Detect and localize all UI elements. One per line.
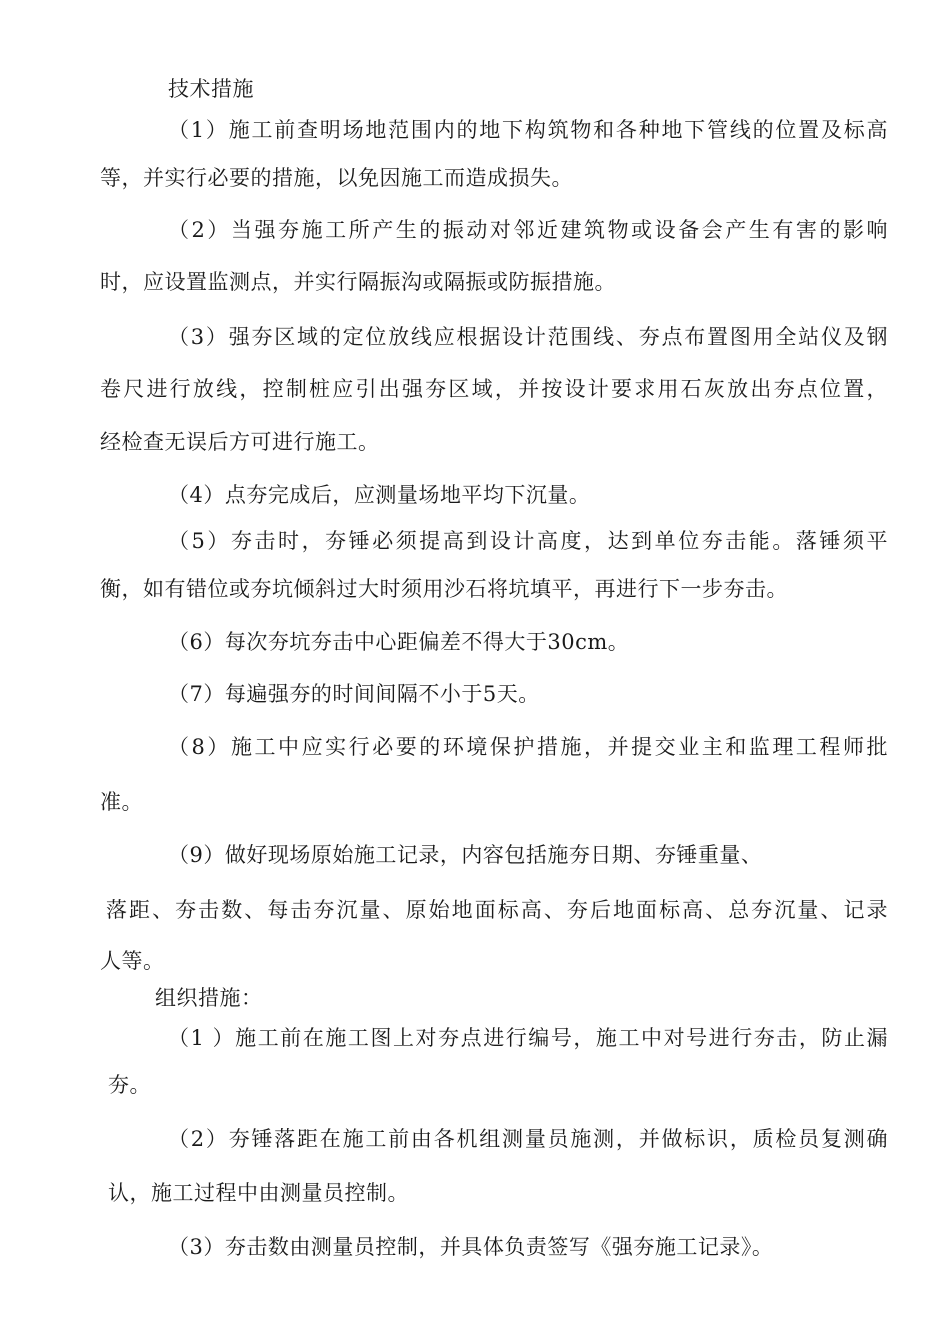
item-line: 衡，如有错位或夯坑倾斜过大时须用沙石将坑填平，再进行下一步夯击。 xyxy=(100,577,788,601)
item-line: （1 ）施工前在施工图上对夯点进行编号，施工中对号进行夯击，防止漏 xyxy=(168,1026,888,1050)
item-line: 卷尺进行放线，控制桩应引出强夯区域，并按设计要求用石灰放出夯点位置， xyxy=(100,377,888,401)
item-line: （6）每次夯坑夯击中心距偏差不得大于30cm。 xyxy=(168,630,630,654)
item-line: 落距、夯击数、每击夯沉量、原始地面标高、夯后地面标高、总夯沉量、记录 xyxy=(106,898,888,922)
item-line: 准。 xyxy=(100,790,143,814)
item-line: （3）强夯区域的定位放线应根据设计范围线、夯点布置图用全站仪及钢 xyxy=(168,325,888,349)
item-line: （4）点夯完成后，应测量场地平均下沉量。 xyxy=(168,483,591,507)
item-line: 时，应设置监测点，并实行隔振沟或隔振或防振措施。 xyxy=(100,270,616,294)
item-line: （8）施工中应实行必要的环境保护措施，并提交业主和监理工程师批 xyxy=(168,735,888,759)
item-line: （1）施工前查明场地范围内的地下构筑物和各种地下管线的位置及标高 xyxy=(168,118,888,142)
item-line: （5）夯击时，夯锤必须提高到设计高度，达到单位夯击能。落锤须平 xyxy=(168,529,888,553)
section-heading-technical: 技术措施 xyxy=(168,77,254,101)
item-line: 夯。 xyxy=(108,1073,151,1097)
section-heading-organizational: 组织措施： xyxy=(155,986,263,1010)
item-line: 经检查无误后方可进行施工。 xyxy=(100,430,380,454)
item-line: 等，并实行必要的措施，以免因施工而造成损失。 xyxy=(100,166,573,190)
item-line: （9）做好现场原始施工记录，内容包括施夯日期、夯锤重量、 xyxy=(168,843,763,867)
item-line: （2）当强夯施工所产生的振动对邻近建筑物或设备会产生有害的影响 xyxy=(168,218,888,242)
item-line: （2）夯锤落距在施工前由各机组测量员施测，并做标识，质检员复测确 xyxy=(168,1127,888,1151)
item-line: 认，施工过程中由测量员控制。 xyxy=(108,1181,409,1205)
item-line: （3）夯击数由测量员控制，并具体负责签写《强夯施工记录》。 xyxy=(168,1235,774,1259)
item-line: （7）每遍强夯的时间间隔不小于5天。 xyxy=(168,682,540,706)
item-line: 人等。 xyxy=(100,949,165,973)
